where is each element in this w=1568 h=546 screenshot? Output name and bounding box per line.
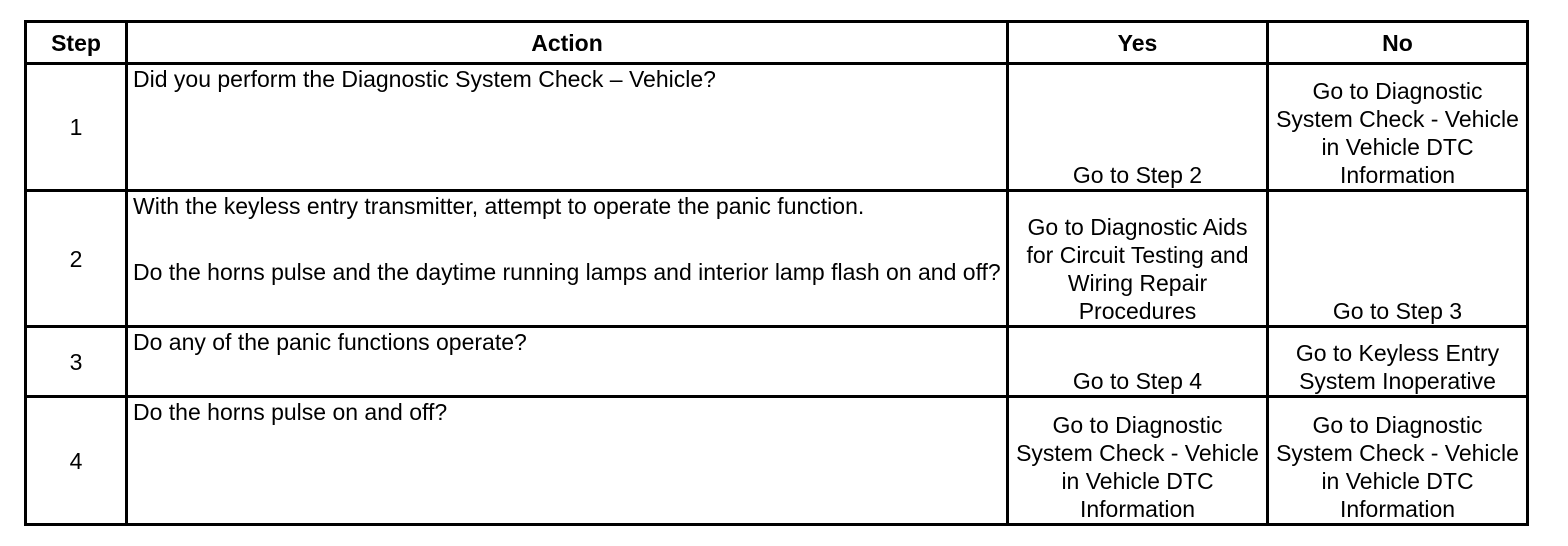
- no-result: Go to Diagnostic System Check - Vehicle in Vehicle DTC Information: [1268, 64, 1528, 191]
- yes-result: Go to Step 4: [1008, 327, 1268, 397]
- action-cell: [127, 397, 1008, 525]
- table-row: [26, 397, 1528, 525]
- header-row: [26, 22, 1528, 64]
- step-number: 3: [26, 327, 127, 397]
- header-step: Step: [26, 22, 127, 64]
- no-result: Go to Step 3: [1268, 191, 1528, 327]
- step-number: 1: [26, 64, 127, 191]
- header-yes: Yes: [1008, 22, 1268, 64]
- no-result: Go to Diagnostic System Check - Vehicle in Vehicle DTC Information: [1268, 397, 1528, 525]
- step-number: 4: [26, 397, 127, 525]
- action-text: With the keyless entry transmitter, attempt to operate the panic function.: [133, 193, 865, 219]
- no-result: Go to Keyless Entry System Inoperative: [1268, 327, 1528, 397]
- header-no: No: [1268, 22, 1528, 64]
- action-question: Do the horns pulse and the daytime running lamps and interior lamp flash on and off?: [133, 259, 1001, 285]
- action-cell: [127, 327, 1008, 397]
- action-cell: [127, 64, 1008, 191]
- step-number: 2: [26, 191, 127, 327]
- header-action: Action: [127, 22, 1008, 64]
- yes-result: Go to Diagnostic System Check - Vehicle in Vehicle DTC Information: [1008, 397, 1268, 525]
- action-text: Do any of the panic functions operate?: [133, 329, 527, 355]
- diagnostic-table: [24, 20, 1529, 526]
- table-row: [26, 64, 1528, 191]
- action-text: Do the horns pulse on and off?: [133, 399, 448, 425]
- action-cell: [127, 191, 1008, 327]
- table-row: [26, 327, 1528, 397]
- yes-result: Go to Step 2: [1008, 64, 1268, 191]
- yes-result: Go to Diagnostic Aids for Circuit Testing and Wiring Repair Procedures: [1008, 191, 1268, 327]
- action-text: Did you perform the Diagnostic System Check – Vehicle?: [133, 66, 716, 92]
- table-row: [26, 191, 1528, 327]
